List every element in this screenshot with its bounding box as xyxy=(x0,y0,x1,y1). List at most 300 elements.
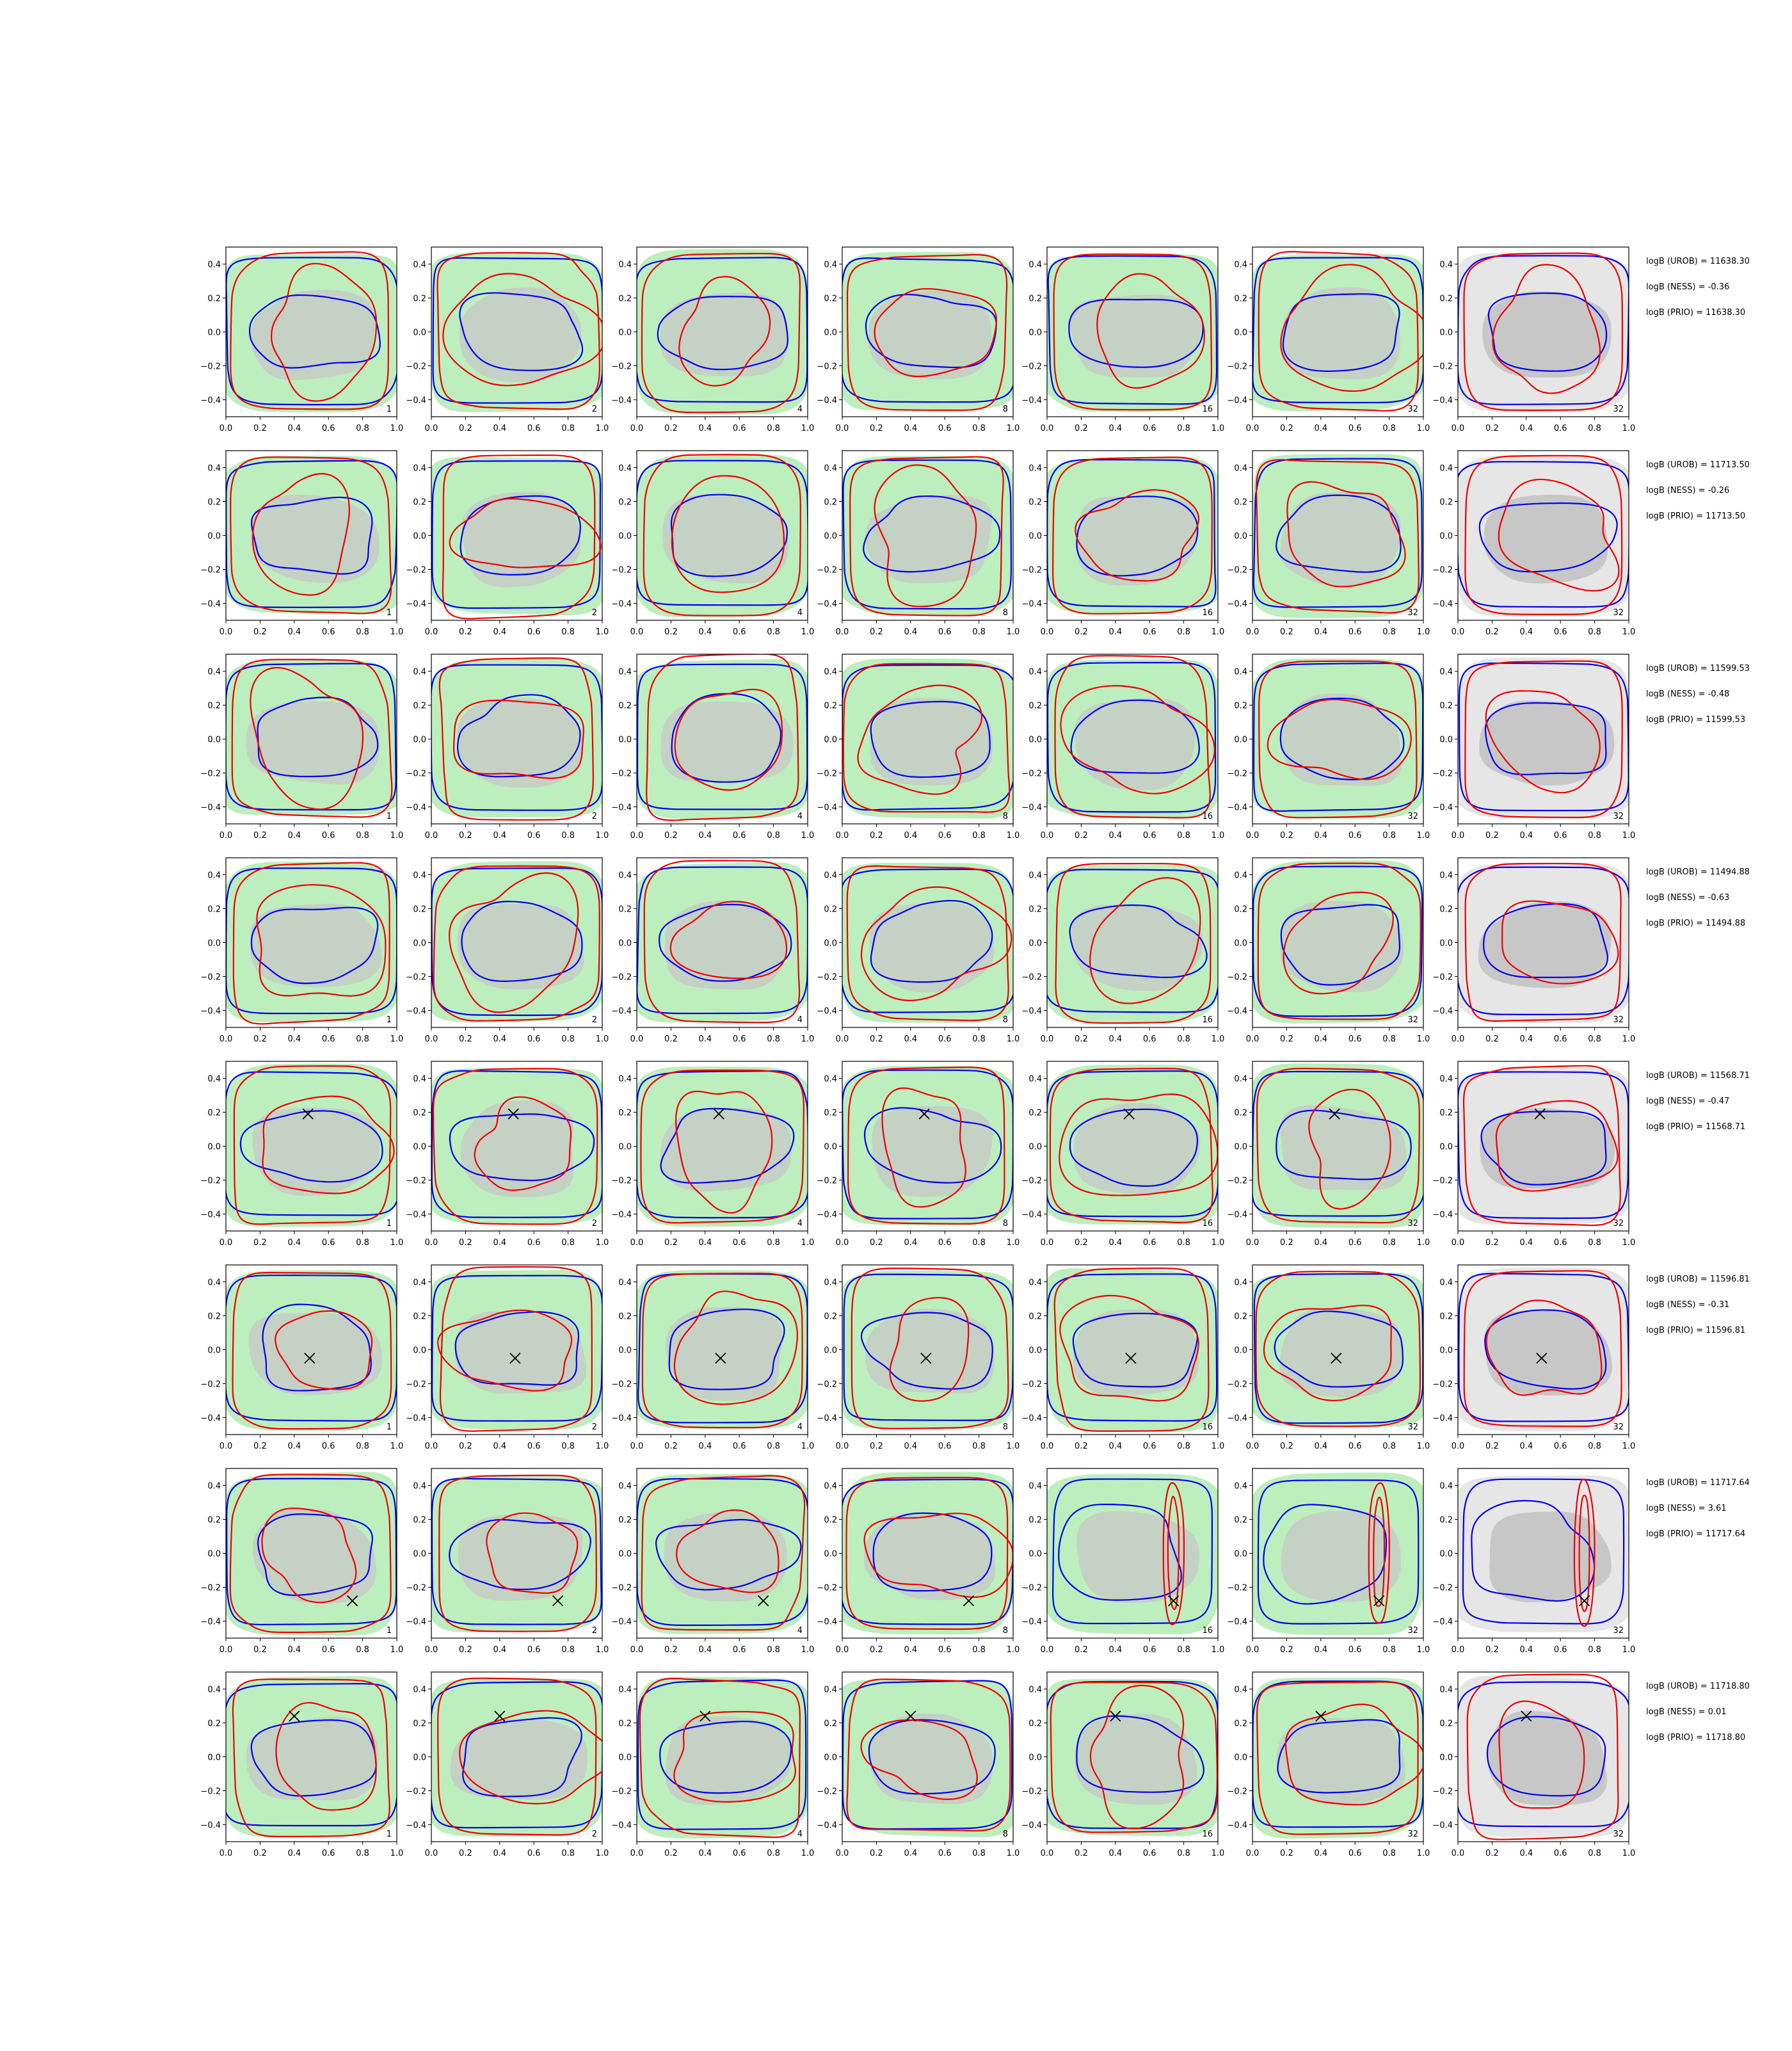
x-tick-label: 0.2 xyxy=(1280,1849,1293,1858)
x-tick-label: 0.6 xyxy=(732,1849,746,1858)
y-tick-label: 0.2 xyxy=(1439,294,1453,304)
y-tick-label: 0.0 xyxy=(207,1549,221,1559)
x-tick-label: 0.6 xyxy=(732,627,746,637)
x-tick-label: 0.6 xyxy=(1142,424,1156,433)
y-tick-label: 0.4 xyxy=(618,667,632,677)
x-tick-label: 0.2 xyxy=(459,1238,472,1248)
x-tick-label: 0.0 xyxy=(630,831,644,841)
y-tick-label: −0.2 xyxy=(200,972,221,983)
y-tick-label: 0.0 xyxy=(1028,531,1042,542)
x-tick-label: 0.4 xyxy=(287,1238,301,1248)
x-tick-label: 0.0 xyxy=(630,1645,644,1655)
y-tick-label: 0.2 xyxy=(413,701,426,711)
y-tick-label: 0.2 xyxy=(1028,1312,1042,1322)
x-tick-label: 1.0 xyxy=(390,424,404,433)
y-tick-label: 0.2 xyxy=(207,1108,221,1118)
logb-annotation: logB (UROB) = 11717.64 xyxy=(1646,1478,1750,1488)
density-inner-fill xyxy=(1484,495,1608,583)
x-tick-label: 0.4 xyxy=(904,831,918,841)
x-tick-label: 1.0 xyxy=(595,627,609,637)
x-tick-label: 0.4 xyxy=(698,1442,712,1451)
y-tick-label: 0.4 xyxy=(618,871,632,881)
x-tick-label: 1.0 xyxy=(390,1238,404,1248)
y-tick-label: −0.4 xyxy=(200,1821,221,1831)
y-tick-label: 0.4 xyxy=(824,1074,837,1084)
y-tick-label: 0.4 xyxy=(1234,1074,1247,1084)
y-tick-label: −0.4 xyxy=(1227,1210,1247,1220)
y-tick-label: 0.0 xyxy=(1439,531,1453,542)
x-tick-label: 0.0 xyxy=(1245,1645,1260,1655)
y-tick-label: 0.2 xyxy=(618,905,632,915)
y-tick-label: 0.4 xyxy=(618,1074,632,1084)
x-tick-label: 0.0 xyxy=(424,1645,438,1655)
y-tick-label: −0.4 xyxy=(1432,1821,1453,1831)
y-tick-label: −0.4 xyxy=(1432,803,1453,813)
panel-r4-c3 xyxy=(611,858,814,1044)
panel-label: 4 xyxy=(797,1015,803,1025)
y-tick-label: 0.0 xyxy=(1439,1753,1453,1763)
panel-r5-c4 xyxy=(817,1061,1020,1248)
x-tick-label: 0.2 xyxy=(1280,627,1293,637)
x-tick-label: 0.6 xyxy=(527,1645,541,1655)
x-tick-label: 0.6 xyxy=(1553,831,1567,841)
y-tick-label: −0.2 xyxy=(817,1787,837,1797)
panel-r2-c7 xyxy=(1432,451,1635,637)
x-tick-label: 0.0 xyxy=(1040,831,1054,841)
x-tick-label: 0.6 xyxy=(732,1442,746,1451)
y-tick-label: 0.0 xyxy=(1439,938,1453,949)
x-tick-label: 0.2 xyxy=(459,627,472,637)
x-tick-label: 0.8 xyxy=(1177,627,1190,637)
x-tick-label: 1.0 xyxy=(390,1442,404,1451)
logb-annotation: logB (UROB) = 11599.53 xyxy=(1646,664,1750,673)
x-tick-label: 0.6 xyxy=(1553,424,1567,433)
x-tick-label: 1.0 xyxy=(801,1034,815,1044)
y-tick-label: 0.4 xyxy=(1439,463,1453,474)
x-tick-label: 0.2 xyxy=(664,1849,678,1858)
y-tick-label: 0.2 xyxy=(824,497,837,508)
panel-r4-c2 xyxy=(406,858,609,1044)
y-tick-label: 0.2 xyxy=(413,905,426,915)
y-tick-label: 0.0 xyxy=(1234,1549,1247,1559)
panel-r1-c5 xyxy=(1021,247,1224,433)
x-tick-label: 1.0 xyxy=(801,1238,815,1248)
x-tick-label: 1.0 xyxy=(1006,627,1020,637)
y-tick-label: −0.2 xyxy=(1227,972,1247,983)
panel-label: 8 xyxy=(1002,1015,1008,1025)
x-tick-label: 0.8 xyxy=(1177,424,1190,433)
y-tick-label: 0.0 xyxy=(413,531,426,542)
x-tick-label: 0.6 xyxy=(938,627,952,637)
y-tick-label: −0.2 xyxy=(1432,1583,1453,1593)
x-tick-label: 0.4 xyxy=(904,1034,918,1044)
y-tick-label: 0.2 xyxy=(1439,1515,1453,1525)
x-tick-label: 0.6 xyxy=(321,831,335,841)
x-tick-label: 0.4 xyxy=(287,1645,301,1655)
panel-label: 32 xyxy=(1407,812,1418,821)
x-tick-label: 0.8 xyxy=(356,424,369,433)
x-tick-label: 0.8 xyxy=(767,627,780,637)
y-tick-label: 0.0 xyxy=(824,1753,837,1763)
y-tick-label: −0.4 xyxy=(406,1210,426,1220)
x-tick-label: 0.0 xyxy=(1451,1442,1465,1451)
y-tick-label: −0.4 xyxy=(200,1006,221,1017)
x-tick-label: 0.8 xyxy=(767,1849,780,1858)
y-tick-label: 0.2 xyxy=(1028,1108,1042,1118)
panel-label: 1 xyxy=(386,812,392,821)
x-tick-label: 0.4 xyxy=(287,831,301,841)
y-tick-label: −0.4 xyxy=(1432,1210,1453,1220)
x-tick-label: 0.6 xyxy=(527,424,541,433)
x-tick-label: 0.4 xyxy=(698,1645,712,1655)
y-tick-label: 0.0 xyxy=(413,938,426,949)
x-tick-label: 0.0 xyxy=(630,1849,644,1858)
panel-label: 1 xyxy=(386,608,392,618)
x-tick-label: 0.0 xyxy=(424,424,438,433)
panel-r7-c6 xyxy=(1227,1468,1430,1655)
x-tick-label: 0.0 xyxy=(1040,1034,1054,1044)
y-tick-label: 0.2 xyxy=(413,294,426,304)
x-tick-label: 0.0 xyxy=(1245,1238,1260,1248)
y-tick-label: −0.2 xyxy=(1432,1787,1453,1797)
x-tick-label: 1.0 xyxy=(1416,627,1430,637)
y-tick-label: −0.2 xyxy=(200,565,221,575)
x-tick-label: 0.2 xyxy=(1485,1034,1499,1044)
x-tick-label: 0.0 xyxy=(219,424,233,433)
x-tick-label: 1.0 xyxy=(390,1034,404,1044)
x-tick-label: 1.0 xyxy=(1622,1238,1636,1248)
x-tick-label: 0.0 xyxy=(630,627,644,637)
y-tick-label: 0.2 xyxy=(618,1719,632,1729)
x-tick-label: 1.0 xyxy=(801,627,815,637)
y-tick-label: 0.2 xyxy=(413,1312,426,1322)
x-tick-label: 0.2 xyxy=(664,1034,678,1044)
logb-annotation: logB (PRIO) = 11717.64 xyxy=(1646,1529,1746,1539)
panel-r2-c3 xyxy=(611,451,814,637)
x-tick-label: 0.2 xyxy=(1280,1238,1293,1248)
y-tick-label: −0.4 xyxy=(406,599,426,609)
x-tick-label: 0.8 xyxy=(972,1034,986,1044)
panel-label: 32 xyxy=(1407,1830,1418,1839)
y-tick-label: −0.4 xyxy=(611,1821,632,1831)
x-tick-label: 0.4 xyxy=(493,1849,507,1858)
panel-label: 4 xyxy=(797,812,803,821)
x-tick-label: 1.0 xyxy=(801,1645,815,1655)
x-tick-label: 0.8 xyxy=(1588,1645,1601,1655)
y-tick-label: 0.0 xyxy=(1439,1346,1453,1356)
y-tick-label: −0.4 xyxy=(817,599,837,609)
y-tick-label: 0.4 xyxy=(1234,1278,1247,1288)
y-tick-label: −0.4 xyxy=(1227,1821,1247,1831)
x-tick-label: 0.8 xyxy=(1382,1034,1396,1044)
x-tick-label: 0.2 xyxy=(1280,1645,1293,1655)
x-tick-label: 0.0 xyxy=(630,1034,644,1044)
y-tick-label: 0.2 xyxy=(413,1719,426,1729)
x-tick-label: 0.2 xyxy=(870,627,883,637)
x-tick-label: 0.4 xyxy=(904,1645,918,1655)
x-tick-label: 0.0 xyxy=(1040,1849,1054,1858)
panel-r1-c1 xyxy=(200,247,403,433)
x-tick-label: 0.0 xyxy=(1245,831,1260,841)
panel-r4-c1 xyxy=(200,858,403,1044)
y-tick-label: 0.0 xyxy=(1234,531,1247,542)
logb-annotation: logB (NESS) = -0.63 xyxy=(1646,893,1730,903)
y-tick-label: −0.2 xyxy=(611,362,632,372)
x-tick-label: 0.8 xyxy=(1177,1645,1190,1655)
x-tick-label: 0.2 xyxy=(253,424,267,433)
x-tick-label: 0.6 xyxy=(1348,1645,1362,1655)
y-tick-label: −0.4 xyxy=(1021,1006,1042,1017)
x-tick-label: 1.0 xyxy=(801,1849,815,1858)
x-tick-label: 0.6 xyxy=(1142,831,1156,841)
y-tick-label: 0.4 xyxy=(207,1074,221,1084)
y-tick-label: 0.0 xyxy=(207,531,221,542)
panel-label: 16 xyxy=(1202,1830,1213,1839)
panel-r8-c3 xyxy=(611,1672,814,1858)
panel-label: 2 xyxy=(591,608,597,618)
y-tick-label: −0.4 xyxy=(611,1617,632,1627)
y-tick-label: 0.0 xyxy=(618,938,632,949)
panel-r6-c5 xyxy=(1021,1265,1224,1451)
x-tick-label: 0.0 xyxy=(1451,1034,1465,1044)
y-tick-label: 0.0 xyxy=(1439,1549,1453,1559)
y-tick-label: 0.2 xyxy=(207,905,221,915)
density-inner-fill xyxy=(458,904,584,989)
x-tick-label: 0.6 xyxy=(1142,1849,1156,1858)
panel-r5-c3 xyxy=(611,1061,814,1248)
x-tick-label: 0.8 xyxy=(561,1849,575,1858)
density-inner-fill xyxy=(666,1307,782,1401)
x-tick-label: 0.2 xyxy=(870,1442,883,1451)
x-tick-label: 0.2 xyxy=(664,1442,678,1451)
panel-label: 32 xyxy=(1613,608,1624,618)
panel-label: 32 xyxy=(1613,1422,1624,1432)
y-tick-label: −0.2 xyxy=(406,1583,426,1593)
x-tick-label: 0.4 xyxy=(1108,1034,1123,1044)
x-tick-label: 0.2 xyxy=(253,1238,267,1248)
y-tick-label: 0.4 xyxy=(1439,667,1453,677)
y-tick-label: 0.0 xyxy=(618,1142,632,1152)
y-tick-label: −0.2 xyxy=(1227,1176,1247,1186)
panel-label: 1 xyxy=(386,1626,392,1636)
y-tick-label: −0.4 xyxy=(1432,599,1453,609)
panel-r4-c4 xyxy=(817,858,1020,1044)
y-tick-label: 0.2 xyxy=(618,701,632,711)
x-tick-label: 1.0 xyxy=(1416,1238,1430,1248)
x-tick-label: 0.6 xyxy=(938,831,952,841)
y-tick-label: 0.4 xyxy=(1028,1278,1042,1288)
x-tick-label: 0.8 xyxy=(1588,1442,1601,1451)
row-3-annotations xyxy=(1646,664,1750,725)
x-tick-label: 0.4 xyxy=(1314,1238,1328,1248)
x-tick-label: 0.4 xyxy=(1519,1442,1533,1451)
y-tick-label: 0.0 xyxy=(207,1753,221,1763)
x-tick-label: 0.2 xyxy=(253,1034,267,1044)
y-tick-label: 0.4 xyxy=(824,871,837,881)
logb-annotation: logB (NESS) = -0.36 xyxy=(1646,282,1730,292)
panel-r2-c6 xyxy=(1227,451,1430,637)
panel-r5-c6 xyxy=(1227,1061,1430,1248)
x-tick-label: 0.2 xyxy=(1075,1034,1088,1044)
y-tick-label: −0.4 xyxy=(1227,803,1247,813)
y-tick-label: 0.4 xyxy=(1439,1685,1453,1695)
x-tick-label: 0.4 xyxy=(698,1238,712,1248)
x-tick-label: 1.0 xyxy=(1416,1645,1430,1655)
x-tick-label: 0.8 xyxy=(972,627,986,637)
y-tick-label: −0.4 xyxy=(406,1617,426,1627)
x-tick-label: 0.8 xyxy=(972,424,986,433)
panel-label: 4 xyxy=(797,405,803,414)
y-tick-label: −0.2 xyxy=(611,565,632,575)
y-tick-label: 0.2 xyxy=(1234,1312,1247,1322)
x-tick-label: 0.0 xyxy=(1040,1645,1054,1655)
y-tick-label: −0.2 xyxy=(200,1379,221,1390)
x-tick-label: 0.8 xyxy=(767,1034,780,1044)
x-tick-label: 0.4 xyxy=(904,1238,918,1248)
logb-annotation: logB (NESS) = 3.61 xyxy=(1646,1504,1727,1513)
x-tick-label: 0.6 xyxy=(732,1645,746,1655)
panel-label: 2 xyxy=(591,1830,597,1839)
y-tick-label: 0.4 xyxy=(207,1685,221,1695)
x-tick-label: 0.8 xyxy=(1382,831,1396,841)
panel-r6-c6 xyxy=(1227,1265,1430,1451)
y-tick-label: 0.2 xyxy=(1234,1108,1247,1118)
x-tick-label: 0.0 xyxy=(1245,1849,1260,1858)
y-tick-label: −0.2 xyxy=(200,362,221,372)
x-tick-label: 0.2 xyxy=(870,424,883,433)
x-tick-label: 0.6 xyxy=(1142,627,1156,637)
x-tick-label: 0.4 xyxy=(493,424,507,433)
x-tick-label: 0.0 xyxy=(424,1034,438,1044)
y-tick-label: −0.4 xyxy=(200,599,221,609)
y-tick-label: 0.2 xyxy=(1234,905,1247,915)
y-tick-label: −0.4 xyxy=(1227,599,1247,609)
x-tick-label: 1.0 xyxy=(1006,831,1020,841)
y-tick-label: −0.4 xyxy=(200,396,221,406)
x-tick-label: 1.0 xyxy=(1622,1442,1636,1451)
x-tick-label: 0.2 xyxy=(1075,424,1088,433)
x-tick-label: 1.0 xyxy=(1622,1645,1636,1655)
y-tick-label: 0.4 xyxy=(413,1074,426,1084)
y-tick-label: 0.2 xyxy=(207,1312,221,1322)
y-tick-label: 0.2 xyxy=(207,294,221,304)
y-tick-label: 0.2 xyxy=(1439,1312,1453,1322)
y-tick-label: 0.4 xyxy=(207,871,221,881)
x-tick-label: 0.0 xyxy=(835,1034,849,1044)
x-tick-label: 0.4 xyxy=(1519,1645,1533,1655)
y-tick-label: 0.4 xyxy=(207,1481,221,1492)
x-tick-label: 0.2 xyxy=(664,424,678,433)
panel-label: 32 xyxy=(1407,1219,1418,1228)
x-tick-label: 0.0 xyxy=(630,424,644,433)
x-tick-label: 0.4 xyxy=(493,831,507,841)
y-tick-label: 0.0 xyxy=(618,1346,632,1356)
x-tick-label: 1.0 xyxy=(1006,1645,1020,1655)
x-tick-label: 0.2 xyxy=(870,1034,883,1044)
y-tick-label: 0.0 xyxy=(824,1142,837,1152)
x-tick-label: 0.6 xyxy=(321,1645,335,1655)
y-tick-label: −0.2 xyxy=(406,1176,426,1186)
x-tick-label: 0.0 xyxy=(630,1238,644,1248)
panel-label: 2 xyxy=(591,1015,597,1025)
x-tick-label: 0.0 xyxy=(424,831,438,841)
x-tick-label: 0.4 xyxy=(1519,424,1533,433)
y-tick-label: 0.4 xyxy=(824,260,837,270)
panel-label: 1 xyxy=(386,1422,392,1432)
panel-r3-c4 xyxy=(817,654,1020,841)
y-tick-label: 0.4 xyxy=(413,1278,426,1288)
y-tick-label: 0.2 xyxy=(207,1515,221,1525)
panel-label: 32 xyxy=(1613,1015,1624,1025)
panel-label: 2 xyxy=(591,405,597,414)
y-tick-label: 0.0 xyxy=(618,735,632,745)
panel-label: 4 xyxy=(797,1830,803,1839)
y-tick-label: 0.2 xyxy=(1234,701,1247,711)
panel-r4-c7 xyxy=(1432,858,1635,1044)
x-tick-label: 1.0 xyxy=(595,1645,609,1655)
x-tick-label: 0.6 xyxy=(938,1849,952,1858)
panel-label: 8 xyxy=(1002,1219,1008,1228)
panel-label: 8 xyxy=(1002,1626,1008,1636)
y-tick-label: 0.0 xyxy=(413,1753,426,1763)
panel-label: 8 xyxy=(1002,1422,1008,1432)
y-tick-label: −0.4 xyxy=(817,396,837,406)
panel-r6-c4 xyxy=(817,1265,1020,1451)
y-tick-label: −0.4 xyxy=(1021,599,1042,609)
panel-label: 16 xyxy=(1202,1015,1213,1025)
x-tick-label: 1.0 xyxy=(1622,627,1636,637)
x-tick-label: 0.2 xyxy=(870,1238,883,1248)
y-tick-label: 0.4 xyxy=(413,667,426,677)
panel-r7-c7 xyxy=(1432,1468,1635,1655)
y-tick-label: 0.0 xyxy=(824,938,837,949)
panel-label: 16 xyxy=(1202,405,1213,414)
logb-annotation: logB (PRIO) = 11568.71 xyxy=(1646,1122,1746,1132)
x-tick-label: 0.6 xyxy=(1348,831,1362,841)
x-tick-label: 0.8 xyxy=(1177,1442,1190,1451)
y-tick-label: −0.4 xyxy=(406,1413,426,1424)
panel-label: 8 xyxy=(1002,1830,1008,1839)
y-tick-label: 0.2 xyxy=(1028,701,1042,711)
y-tick-label: 0.0 xyxy=(618,328,632,338)
x-tick-label: 0.8 xyxy=(1588,424,1601,433)
x-tick-label: 0.0 xyxy=(219,1645,233,1655)
y-tick-label: −0.2 xyxy=(200,769,221,779)
x-tick-label: 1.0 xyxy=(595,1849,609,1858)
y-tick-label: −0.2 xyxy=(817,972,837,983)
x-tick-label: 0.8 xyxy=(561,1034,575,1044)
logb-annotation: logB (PRIO) = 11638.30 xyxy=(1646,308,1746,318)
y-tick-label: 0.0 xyxy=(1028,328,1042,338)
logb-annotation: logB (UROB) = 11638.30 xyxy=(1646,257,1750,266)
x-tick-label: 0.2 xyxy=(1280,424,1293,433)
x-tick-label: 0.4 xyxy=(1519,1238,1533,1248)
y-tick-label: 0.4 xyxy=(413,871,426,881)
y-tick-label: 0.2 xyxy=(1028,1719,1042,1729)
y-tick-label: −0.4 xyxy=(1432,1617,1453,1627)
y-tick-label: 0.2 xyxy=(1028,1515,1042,1525)
x-tick-label: 0.6 xyxy=(527,1238,541,1248)
y-tick-label: −0.2 xyxy=(817,1176,837,1186)
y-tick-label: −0.4 xyxy=(817,803,837,813)
y-tick-label: 0.4 xyxy=(618,1685,632,1695)
y-tick-label: −0.2 xyxy=(611,1583,632,1593)
panel-label: 2 xyxy=(591,1219,597,1228)
panel-r4-c5 xyxy=(1021,858,1224,1044)
y-tick-label: 0.2 xyxy=(1439,1108,1453,1118)
x-tick-label: 0.2 xyxy=(664,1645,678,1655)
panel-r6-c1 xyxy=(200,1265,403,1451)
